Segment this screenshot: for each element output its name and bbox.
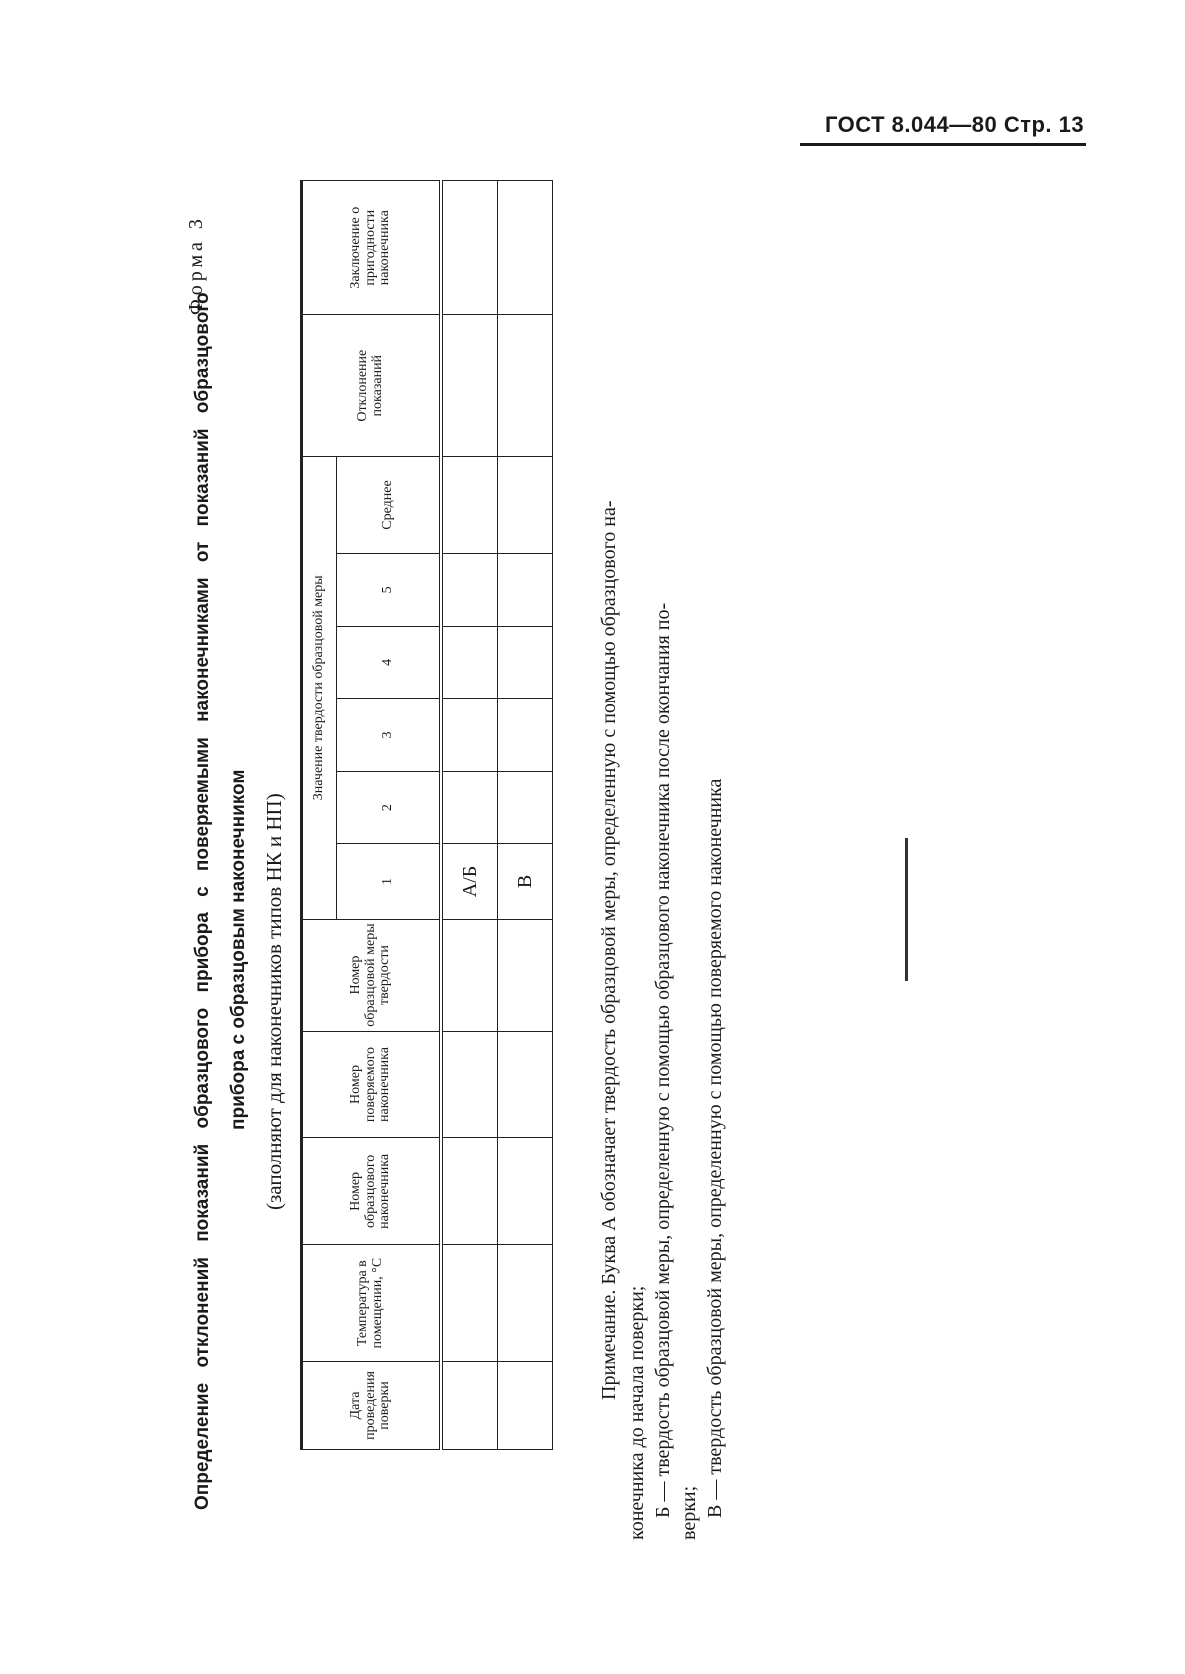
col-n1: 1 <box>336 844 441 919</box>
page-header: ГОСТ 8.044—80 Стр. 13 <box>825 112 1085 137</box>
table-cell <box>498 919 553 1031</box>
table-cell <box>498 181 553 315</box>
col-n3: 3 <box>336 699 441 772</box>
table-cell <box>498 626 553 699</box>
row-mark-v: В <box>498 844 553 919</box>
table-cell <box>498 1138 553 1245</box>
table-cell <box>498 554 553 627</box>
form-subtitle: (заполняют для наконечников типов НК и НП) <box>262 793 286 1210</box>
col-n4: 4 <box>336 626 441 699</box>
note-line-4: верки; <box>678 1485 700 1540</box>
form-label: Форма 3 <box>185 215 207 315</box>
col-n5: 5 <box>336 554 441 627</box>
col-temperature: Температура в помещении, °С <box>302 1245 442 1362</box>
row-mark-ab: А/Б <box>441 844 498 919</box>
table-cell <box>498 315 553 457</box>
table-header-row <box>302 181 337 1450</box>
table-cell <box>441 315 498 457</box>
table-cell <box>441 1031 498 1138</box>
form-title-continued: прибора с образцовым наконечником <box>228 769 249 1130</box>
rotated-form-content <box>180 180 740 1570</box>
table-cell <box>441 1138 498 1245</box>
col-ref-tip-number: Номер образцового наконечника <box>302 1138 442 1245</box>
table-row <box>498 181 553 1450</box>
col-ref-block-number: Номер образцовой меры твердости <box>302 919 442 1031</box>
col-conclusion: Заключение о пригодности наконечника <box>302 181 442 315</box>
note-line-2: конечника до начала поверки; <box>626 1285 648 1540</box>
table-cell <box>498 1245 553 1362</box>
table-cell <box>441 181 498 315</box>
table-cell <box>441 1362 498 1450</box>
table-cell <box>441 626 498 699</box>
table-cell <box>441 554 498 627</box>
table-cell <box>441 771 498 844</box>
col-deviation: Отклонение показаний <box>302 315 442 457</box>
note-line-1: Примечание. Буква А обозначает твердость образцовой меры, определенную с помощью образцового на- <box>598 500 620 1400</box>
table-cell <box>498 457 553 554</box>
note-line-3: Б — твердость образцовой меры, определенную с помощью образцового наконечника после окончания по- <box>652 602 674 1518</box>
col-n2: 2 <box>336 771 441 844</box>
header-divider <box>800 143 1086 146</box>
col-hardness-group: Значение твердости образцовой меры <box>302 457 337 920</box>
col-date: Дата проведения поверки <box>302 1362 442 1450</box>
col-tested-tip-number: Номер поверяемого наконечника <box>302 1031 442 1138</box>
deviation-table <box>300 180 553 1450</box>
table-cell <box>498 771 553 844</box>
col-average: Среднее <box>336 457 441 554</box>
table-cell <box>498 1031 553 1138</box>
table-cell <box>441 919 498 1031</box>
form-title: Определение отклонений показаний образцового прибора с поверяемыми наконечниками от показаний образцового <box>192 292 213 1510</box>
note-line-5: В — твердость образцовой меры, определенную с помощью поверяемого наконечника <box>704 778 726 1518</box>
table-cell <box>441 1245 498 1362</box>
table-cell <box>498 699 553 772</box>
table-row <box>441 181 498 1450</box>
table-cell <box>498 1362 553 1450</box>
margin-line <box>905 838 908 981</box>
table-cell <box>441 457 498 554</box>
table-cell <box>441 699 498 772</box>
